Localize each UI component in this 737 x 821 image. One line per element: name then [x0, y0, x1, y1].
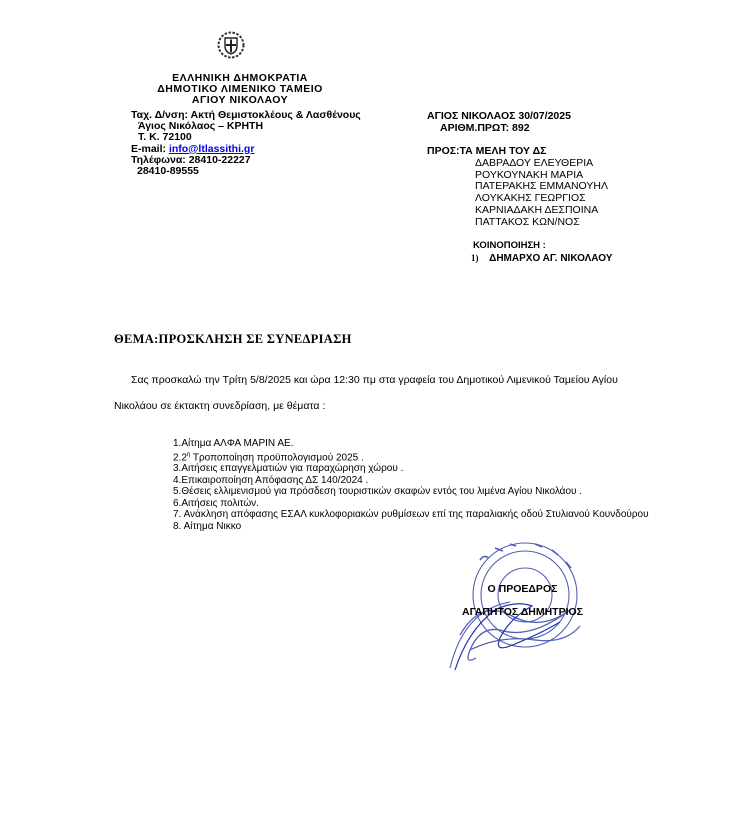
- cc-block: [473, 240, 612, 265]
- recipient-name: ΡΟΥΚΟΥΝΑΚΗ ΜΑΡΙΑ: [475, 168, 584, 181]
- agenda-item: 8. Αίτημα Νικκο: [173, 520, 242, 532]
- address-line-1: Ταχ. Δ/νση: Ακτή Θεμιστοκλέους & Λασθένους: [131, 109, 361, 121]
- agenda-item: 6.Αιτήσεις πολιτών.: [173, 497, 259, 509]
- recipients-heading: ΠΡΟΣ:ΤΑ ΜΕΛΗ ΤΟΥ ΔΣ: [427, 145, 547, 157]
- cc-item-text: ΔΗΜΑΡΧΟ ΑΓ. ΝΙΚΟΛΑΟΥ: [489, 253, 613, 264]
- signature-block: [462, 578, 583, 624]
- address-line-2: Άγιος Νικόλαος – ΚΡΗΤΗ: [138, 120, 264, 133]
- phone-line-2: 28410-89555: [137, 165, 199, 178]
- contact-block: [131, 110, 361, 177]
- email-link[interactable]: info@ltlassithi.gr: [168, 142, 255, 155]
- agenda-item: 3.Αιτήσεις επαγγελματιών για παραχώρηση χώρου .: [173, 463, 404, 475]
- email-label: E-mail:: [131, 142, 167, 155]
- agenda-item: 1.Αίτημα ΑΛΦΑ ΜΑΡΙΝ ΑΕ.: [173, 438, 294, 449]
- cc-item-number: 1): [471, 253, 479, 263]
- greek-coat-of-arms-icon: [216, 30, 246, 60]
- signatory-title: Ο ΠΡΟΕΔΡΟΣ: [487, 583, 558, 595]
- subject-line: ΘΕΜΑ:ΠΡΟΣΚΛΗΣΗ ΣΕ ΣΥΝΕΔΡΙΑΣΗ: [114, 332, 352, 346]
- date-protocol-block: [427, 110, 571, 134]
- agency-name-block: [150, 73, 330, 106]
- agenda-item: [173, 450, 649, 464]
- phone-line-1: Τηλέφωνα: 28410-22227: [131, 153, 251, 166]
- agenda-list: [173, 438, 649, 532]
- postal-code: Τ. Κ. 72100: [138, 131, 192, 144]
- agenda-item-prefix: 2.2: [173, 451, 187, 463]
- agency-line-3: ΑΓΙΟΥ ΝΙΚΟΛΑΟΥ: [191, 94, 289, 106]
- cc-item: [471, 252, 612, 265]
- agenda-item: 5.Θέσεις ελλιμενισμού για πρόσδεση τουριστικών σκαφών εντός του λιμένα Αγίου Νικολάου .: [173, 486, 583, 498]
- recipient-name: ΔΑΒΡΑΔΟΥ ΕΛΕΥΘΕΡΙΑ: [475, 156, 594, 169]
- recipient-name: ΠΑΤΕΡΑΚΗΣ ΕΜΜΑΝΟΥΗΛ: [475, 180, 608, 193]
- signatory-name: ΑΓΑΠΗΤΟΣ ΔΗΜΗΤΡΙΟΣ: [462, 606, 583, 618]
- recipient-name: ΛΟΥΚΑΚΗΣ ΓΕΩΡΓΙΟΣ: [475, 192, 586, 205]
- recipient-name: ΠΑΤΤΑΚΟΣ ΚΩΝ/ΝΟΣ: [475, 215, 580, 228]
- agenda-item: 4.Επικαιροποίηση Απόφασης ΔΣ 140/2024 .: [173, 474, 369, 486]
- body-line-1: Σας προσκαλώ την Τρίτη 5/8/2025 και ώρα 12:30 πμ στα γραφεία του Δημοτικού Λιμενικού Ταμείου Αγίου: [131, 374, 618, 386]
- agency-line-1: ΕΛΛΗΝΙΚΗ ΔΗΜΟΚΡΑΤΙΑ: [172, 72, 308, 84]
- agenda-item: 7. Ανάκληση απόφασης ΕΣΑΛ κυκλοφοριακών ρυθμίσεων επί της παραλιακής οδού Στυλιανού Κουνδούρου: [173, 509, 649, 521]
- ordinal-superscript: η: [186, 451, 191, 458]
- agenda-item-text: Τροποποίηση προϋπολογισμού 2025 .: [190, 451, 364, 463]
- recipients-list: [427, 158, 608, 229]
- agency-line-2: ΔΗΜΟΤΙΚΟ ΛΙΜΕΝΙΚΟ ΤΑΜΕΙΟ: [157, 83, 323, 95]
- place-date: ΑΓΙΟΣ ΝΙΚΟΛΑΟΣ 30/07/2025: [427, 110, 571, 122]
- body-line-2: Νικολάου σε έκτακτη συνεδρίαση, με θέματα :: [114, 400, 326, 412]
- protocol-number: ΑΡΙΘΜ.ΠΡΩΤ: 892: [440, 122, 530, 134]
- recipient-name: ΚΑΡΝΙΑΔΑΚΗ ΔΕΣΠΟΙΝΑ: [475, 203, 599, 216]
- cc-heading: ΚΟΙΝΟΠΟΙΗΣΗ :: [473, 240, 546, 251]
- recipients-block: [427, 146, 608, 229]
